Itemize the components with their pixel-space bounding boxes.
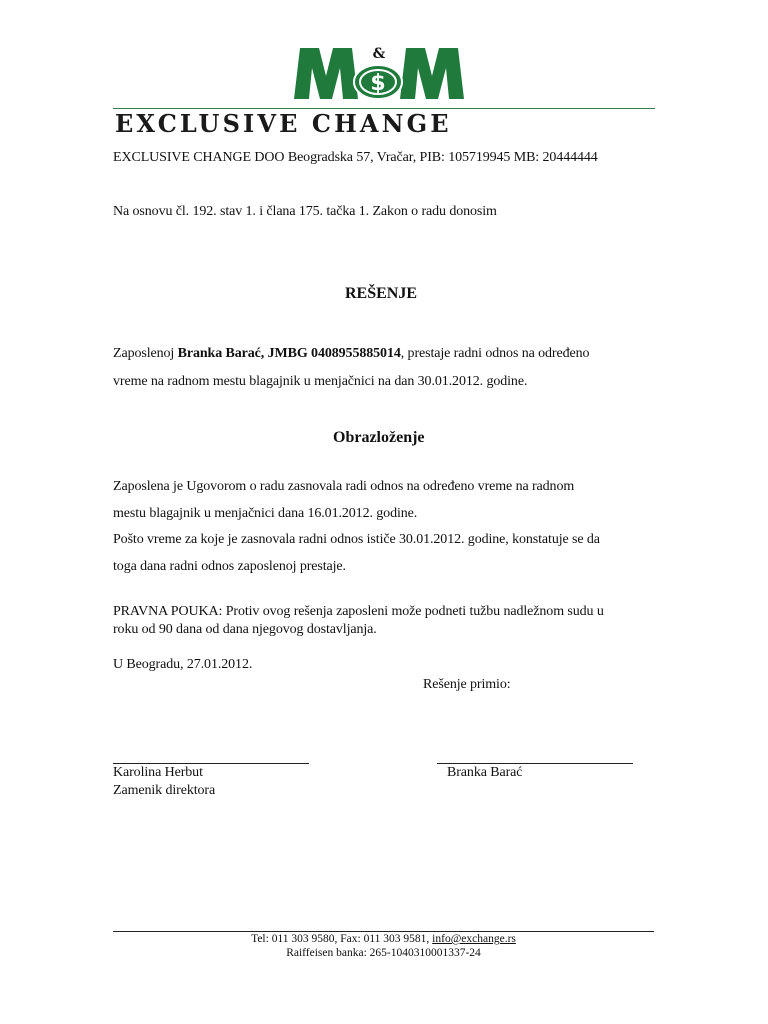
explanation-line-1: Zaposlena je Ugovorom o radu zasnovala radi odnos na određeno vreme na radnom xyxy=(113,479,575,494)
signatory-name: Karolina Herbut xyxy=(113,765,203,780)
legal-notice-line-2: roku od 90 dana od dana njegovog dostavljanja. xyxy=(113,622,377,637)
logo-wordmark: EXCLUSIVE CHANGE xyxy=(115,109,452,138)
logo-left-m-shape xyxy=(294,48,358,99)
footer-contact xyxy=(113,933,654,945)
explanation-line-4: toga dana radni odnos zaposlenoj prestaje. xyxy=(113,559,346,574)
decision-prefix: Zaposlenoj xyxy=(113,346,178,361)
footer-bank: Raiffeisen banka: 265-1040310001337-24 xyxy=(286,947,481,959)
logo-ampersand-text: & xyxy=(372,46,386,62)
document-title: REŠENJE xyxy=(345,285,418,302)
explanation-line-2: mestu blagajnik u menjačnici dana 16.01.2012. godine. xyxy=(113,506,418,521)
legal-notice-line-1: PRAVNA POUKA: Protiv ovog rešenja zaposleni može podneti tužbu nadležnom sudu u xyxy=(113,604,604,619)
decision-line-2: vreme na radnom mestu blagajnik u menjačnici na dan 30.01.2012. godine. xyxy=(113,374,528,389)
footer-email-link[interactable]: info@exchange.rs xyxy=(432,933,516,945)
left-signature-line xyxy=(113,763,309,764)
right-signature-line xyxy=(437,763,633,764)
footer-divider xyxy=(113,931,654,932)
decision-line-1 xyxy=(113,346,589,362)
logo-right-m-shape xyxy=(400,48,464,99)
explanation-heading: Obrazloženje xyxy=(333,429,425,446)
place-date: U Beogradu, 27.01.2012. xyxy=(113,657,253,672)
logo-dollar-text: $ xyxy=(370,71,386,96)
explanation-line-3: Pošto vreme za koje je zasnovala radni odnos ističe 30.01.2012. godine, konstatuje se da xyxy=(113,532,600,547)
employee-name-jmbg: Branka Barać, JMBG 0408955885014 xyxy=(177,346,401,361)
footer-phone-fax: Tel: 011 303 9580, Fax: 011 303 9581, xyxy=(251,933,433,945)
company-info: EXCLUSIVE CHANGE DOO Beogradska 57, Vračar, PIB: 105719945 MB: 20444444 xyxy=(113,150,598,165)
decision-suffix: , prestaje radni odnos na određeno xyxy=(400,346,590,361)
received-label: Rešenje primio: xyxy=(423,677,511,692)
signatory-title: Zamenik direktora xyxy=(113,783,216,798)
recipient-name: Branka Barać xyxy=(447,765,523,780)
legal-basis: Na osnovu čl. 192. stav 1. i člana 175. tačka 1. Zakon o radu donosim xyxy=(113,204,497,219)
